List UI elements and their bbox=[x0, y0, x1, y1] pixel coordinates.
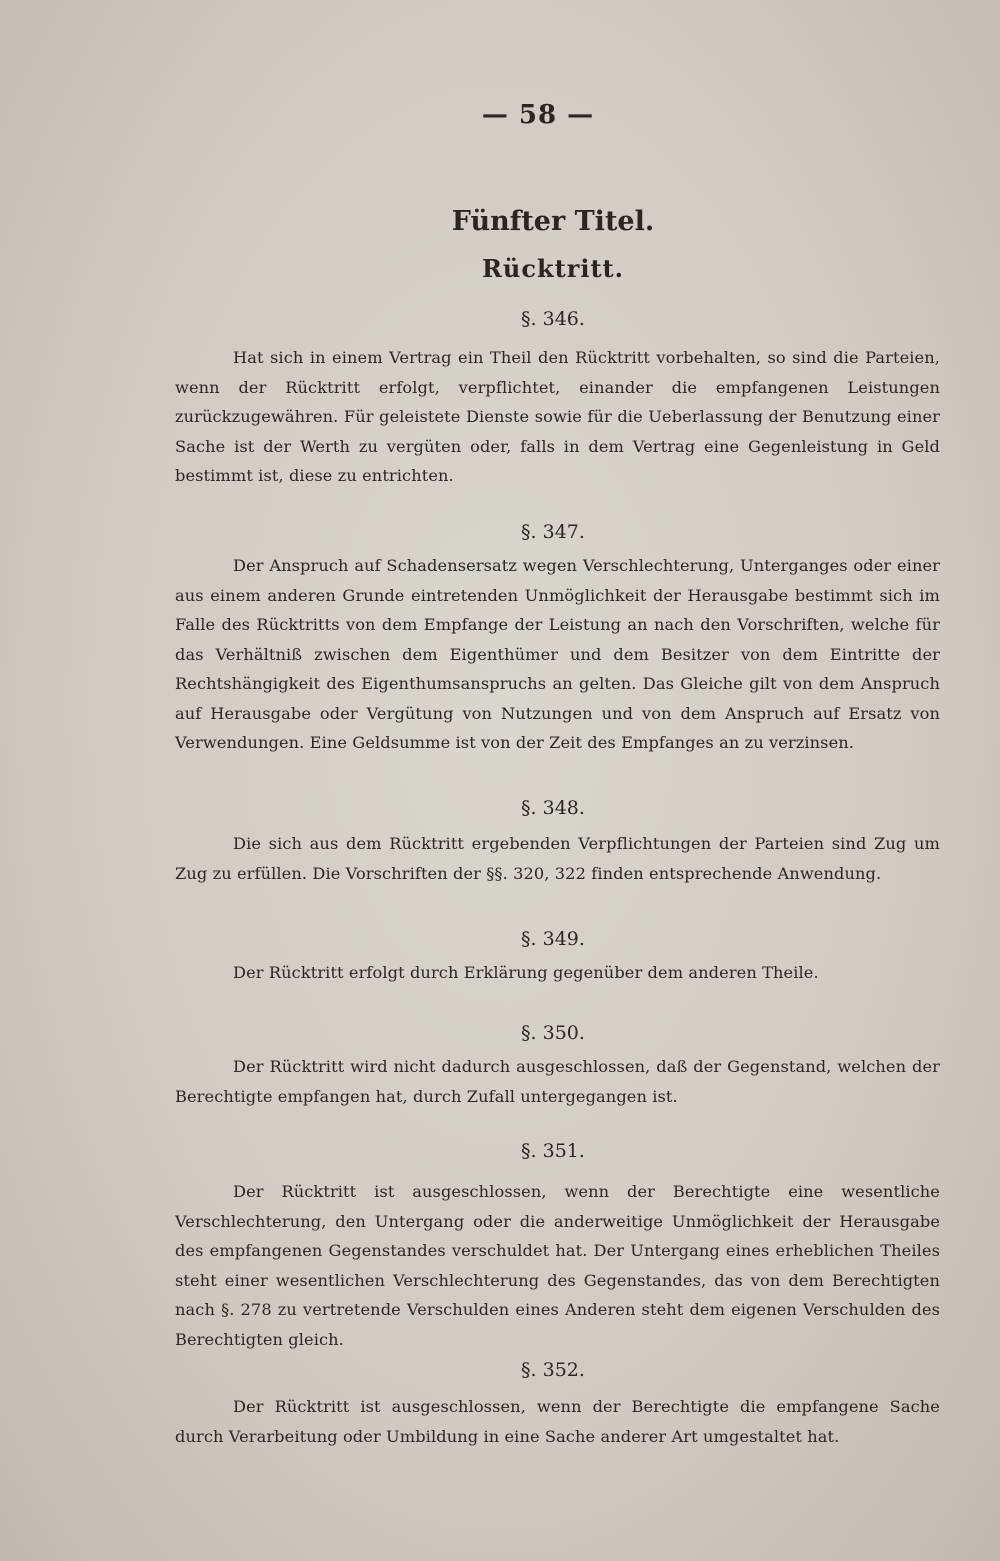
section-heading-352: §. 352. bbox=[521, 1359, 585, 1381]
section-heading-348: §. 348. bbox=[521, 797, 585, 819]
section-heading-350: §. 350. bbox=[521, 1022, 585, 1044]
section-text-348: Die sich aus dem Rücktritt ergebenden Verpflichtungen der Parteien sind Zug um Zug zu erfüllen. Die Vorschriften der §§. 320, 322 finden entsprechende Anwendung. bbox=[175, 834, 940, 883]
page-title: Fünfter Titel. bbox=[451, 206, 655, 237]
section-heading-349: §. 349. bbox=[521, 928, 585, 950]
section-text-350: Der Rücktritt wird nicht dadurch ausgeschlossen, daß der Gegenstand, welchen der Berechtigte empfangen hat, durch Zufall untergegangen ist. bbox=[175, 1057, 940, 1106]
section-text-349: Der Rücktritt erfolgt durch Erklärung gegenüber dem anderen Theile. bbox=[233, 963, 819, 982]
section-text-347: Der Anspruch auf Schadensersatz wegen Verschlechterung, Unterganges oder einer aus einem anderen Grunde eintretenden Unmöglichkeit der Herausgabe bestimmt sich im Falle des Rücktritts von dem Empfange der Leistung an nach den Vorschriften, welche für das Verhältniß zwischen dem Eigenthümer und dem Besitzer von dem Eintritte der Rechtshängigkeit des Eigenthumsanspruchs an gelten. Das Gleiche gilt von dem Anspruch auf Herausgabe oder Vergütung von Nutzungen und von dem Anspruch auf Ersatz von Verwendungen. Eine Geldsumme ist von der Zeit des Empfanges an zu verzinsen. bbox=[175, 556, 940, 752]
section-text-352: Der Rücktritt ist ausgeschlossen, wenn der Berechtigte die empfangene Sache durch Verarbeitung oder Umbildung in eine Sache anderer Art umgestaltet hat. bbox=[175, 1397, 940, 1446]
section-text-351: Der Rücktritt ist ausgeschlossen, wenn der Berechtigte eine wesentliche Verschlechterung, den Untergang oder die anderweitige Unmöglichkeit der Herausgabe des empfangenen Gegenstandes verschuldet hat. Der Untergang eines erheblichen Theiles steht einer wesentlichen Verschlechterung des Gegenstandes, das von dem Berechtigten nach §. 278 zu vertretende Verschulden eines Anderen steht dem eigenen Verschulden des Berechtigten gleich. bbox=[175, 1182, 940, 1349]
section-heading-351: §. 351. bbox=[521, 1140, 585, 1162]
section-heading-347: §. 347. bbox=[521, 521, 585, 543]
section-text-346: Hat sich in einem Vertrag ein Theil den Rücktritt vorbehalten, so sind die Parteien, wenn der Rücktritt erfolgt, verpflichtet, einander die empfangenen Leistungen zurückzugewähren. Für geleistete Dienste sowie für die Ueberlassung der Benutzung einer Sache ist der Werth zu vergüten oder, falls in dem Vertrag eine Gegenleistung in Geld bestimmt ist, diese zu entrichten. bbox=[175, 348, 940, 485]
page-subtitle: Rücktritt. bbox=[481, 254, 624, 283]
page-number: — 58 — bbox=[481, 100, 595, 130]
section-heading-346: §. 346. bbox=[521, 308, 585, 330]
